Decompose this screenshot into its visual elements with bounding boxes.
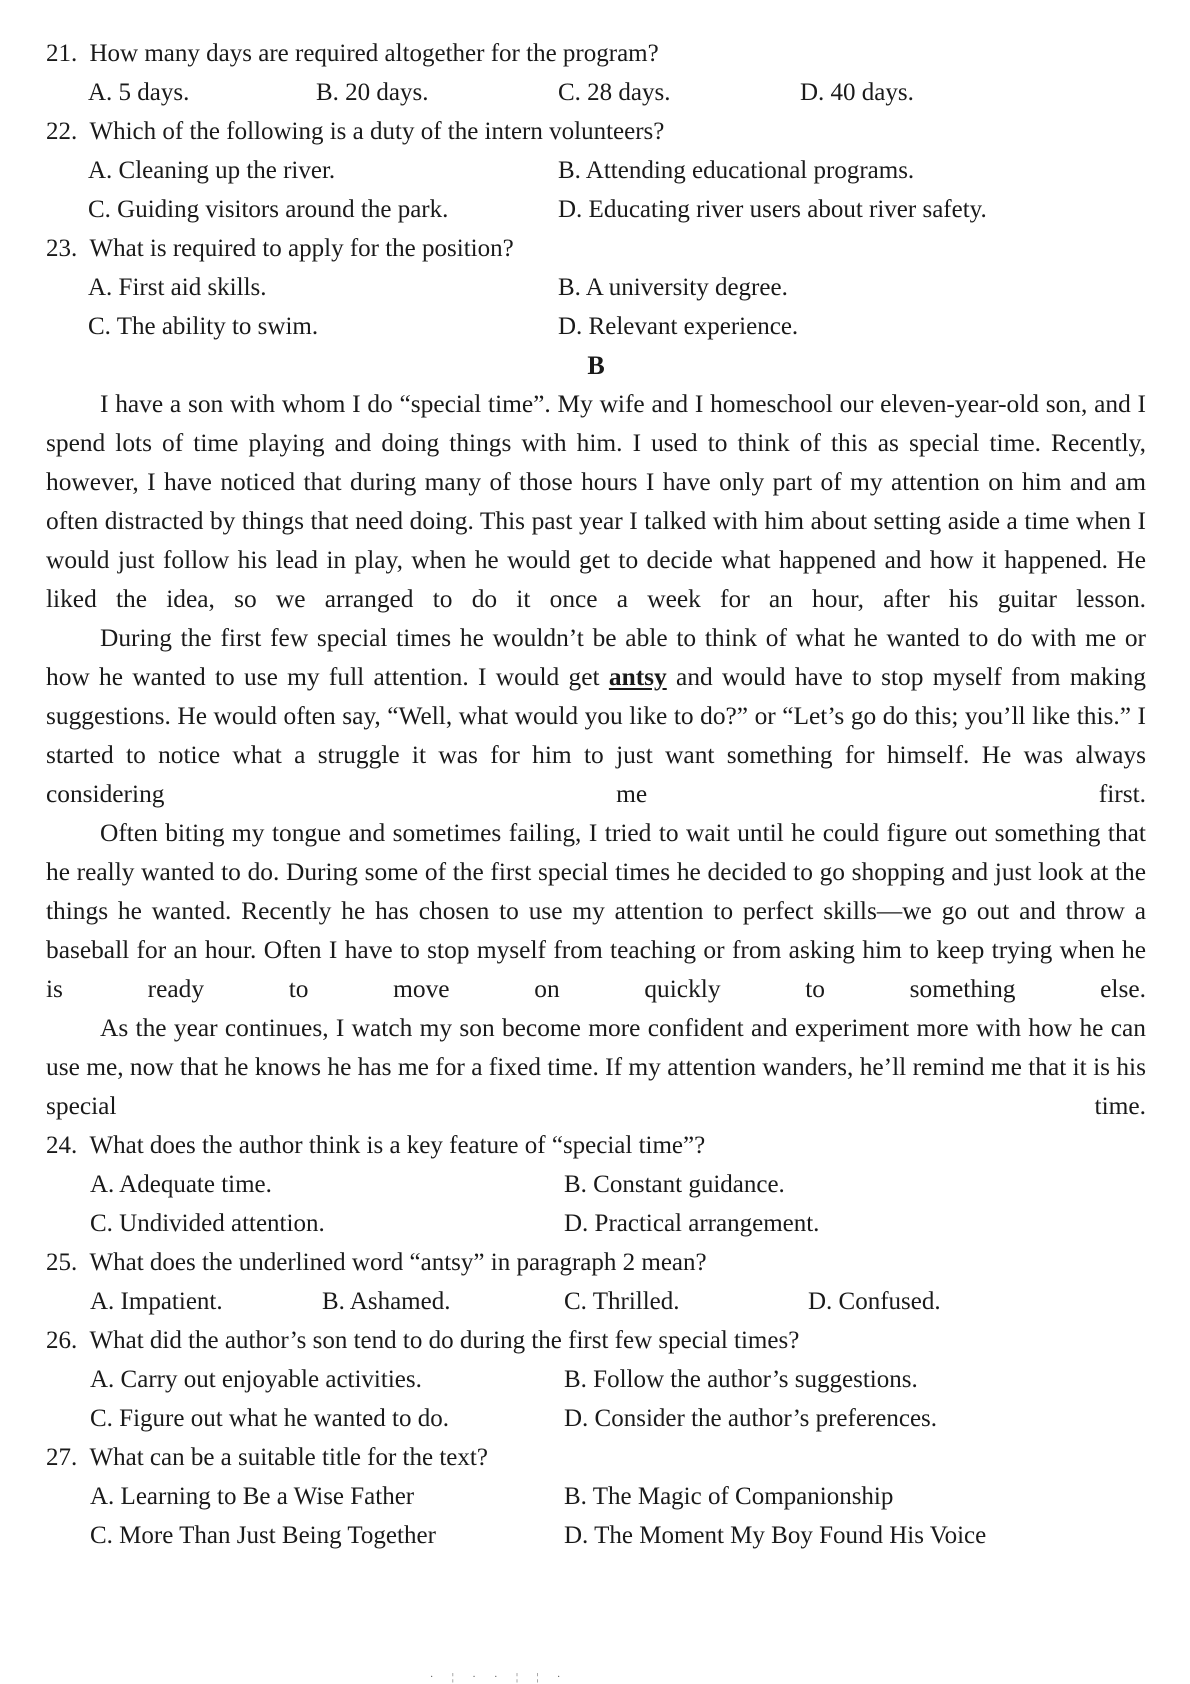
paragraph-3: Often biting my tongue and sometimes failing, I tried to wait until he could figure out something that he really wanted to do. During some of the first special times he decided to go shopping and just look at the things he wanted. Recently he has chosen to use my attention to perfect skills—we go out and throw a baseball for an hour. Often I have to stop myself from teaching or from asking him to keep trying when he is ready to move on quickly to something else. — [46, 819, 1146, 1003]
paragraph-2 — [46, 619, 1146, 814]
option-a[interactable]: A. First aid skills. — [88, 274, 267, 301]
options-row — [46, 151, 1146, 190]
question-stem: What does the underlined word “antsy” in paragraph 2 mean? — [89, 1249, 707, 1276]
option-d[interactable]: D. 40 days. — [800, 79, 914, 106]
scan-artifact-marks: · ¦ · · ¦ ¦ · — [430, 1672, 569, 1683]
option-c[interactable]: C. The ability to swim. — [88, 313, 319, 340]
question-number: 27. — [46, 1444, 78, 1471]
question-26 — [46, 1321, 1146, 1360]
question-27 — [46, 1438, 1146, 1477]
question-number: 24. — [46, 1132, 78, 1159]
option-b[interactable]: B. Ashamed. — [322, 1288, 451, 1315]
option-b[interactable]: B. Attending educational programs. — [558, 157, 915, 184]
option-c[interactable]: C. More Than Just Being Together — [90, 1522, 436, 1549]
paragraph-1: I have a son with whom I do “special time”. My wife and I homeschool our eleven-year-old son, and I spend lots of time playing and doing things with him. I used to think of this as special time. Recently, however, I have noticed that during many of those hours I have only part of my attention on him and am often distracted by things that need doing. This past year I talked with him about setting aside a time when I would just follow his lead in play, when he would get to decide what happened and how it happened. He liked the idea, so we arranged to do it once a week for an hour, after his guitar lesson. — [46, 390, 1146, 613]
option-d[interactable]: D. Practical arrangement. — [564, 1210, 820, 1237]
question-number: 25. — [46, 1249, 78, 1276]
option-b[interactable]: B. A university degree. — [558, 274, 788, 301]
option-d[interactable]: D. Educating river users about river safety. — [558, 196, 987, 223]
question-stem: What can be a suitable title for the text? — [89, 1444, 488, 1471]
options-row — [46, 190, 1146, 229]
question-number: 22. — [46, 118, 78, 145]
question-stem: What did the author’s son tend to do during the first few special times? — [89, 1327, 800, 1354]
option-b[interactable]: B. Constant guidance. — [564, 1171, 785, 1198]
question-25 — [46, 1243, 1146, 1282]
option-d[interactable]: D. The Moment My Boy Found His Voice — [564, 1522, 987, 1549]
options-row — [46, 1282, 1146, 1321]
option-c[interactable]: C. Undivided attention. — [90, 1210, 325, 1237]
option-d[interactable]: D. Confused. — [808, 1288, 941, 1315]
options-row — [46, 1399, 1146, 1438]
question-stem: Which of the following is a duty of the intern volunteers? — [89, 118, 665, 145]
question-23 — [46, 229, 1146, 268]
section-heading: B — [587, 351, 605, 380]
options-row — [46, 73, 1146, 112]
question-number: 23. — [46, 235, 78, 262]
question-22 — [46, 112, 1146, 151]
option-d[interactable]: D. Relevant experience. — [558, 313, 799, 340]
option-a[interactable]: A. Cleaning up the river. — [88, 157, 336, 184]
option-c[interactable]: C. Thrilled. — [564, 1288, 680, 1315]
paragraph-4: As the year continues, I watch my son become more confident and experiment more with how he can use me, now that he knows he has me for a fixed time. If my attention wanders, he’ll remind me that it is his special time. — [46, 1014, 1146, 1120]
option-d[interactable]: D. Consider the author’s preferences. — [564, 1405, 938, 1432]
option-b[interactable]: B. The Magic of Companionship — [564, 1483, 894, 1510]
question-24 — [46, 1126, 1146, 1165]
paragraph-2-text-a: During the first few special times he wouldn’t be able to think of what he wanted to do with me or how he wanted to use my full attention. I would get — [46, 624, 1146, 691]
options-row — [46, 307, 1146, 346]
question-number: 26. — [46, 1327, 78, 1354]
option-c[interactable]: C. 28 days. — [558, 79, 671, 106]
option-a[interactable]: A. Adequate time. — [90, 1171, 272, 1198]
question-stem: How many days are required altogether for the program? — [89, 40, 659, 67]
options-row — [46, 1204, 1146, 1243]
question-stem: What does the author think is a key feature of “special time”? — [89, 1132, 706, 1159]
options-row — [46, 1165, 1146, 1204]
paragraph-2-text-b: and would have to stop myself from making suggestions. He would often say, “Well, what would you like to do?” or “Let’s go do this; you’ll like this.” I started to notice what a struggle it was for him to just want something for himself. He was always considering me first. — [46, 663, 1147, 808]
option-b[interactable]: B. 20 days. — [316, 79, 429, 106]
exam-page — [46, 34, 1146, 1555]
question-21 — [46, 34, 1146, 73]
options-row — [46, 268, 1146, 307]
question-number: 21. — [46, 40, 78, 67]
options-row — [46, 1360, 1146, 1399]
options-row — [46, 1516, 1146, 1555]
passage — [46, 385, 1146, 1126]
option-a[interactable]: A. Learning to Be a Wise Father — [90, 1483, 415, 1510]
option-a[interactable]: A. 5 days. — [88, 79, 190, 106]
option-a[interactable]: A. Impatient. — [90, 1288, 223, 1315]
option-c[interactable]: C. Figure out what he wanted to do. — [90, 1405, 449, 1432]
option-a[interactable]: A. Carry out enjoyable activities. — [90, 1366, 422, 1393]
question-stem: What is required to apply for the position? — [89, 235, 514, 262]
underlined-word: antsy — [608, 663, 667, 691]
option-b[interactable]: B. Follow the author’s suggestions. — [564, 1366, 918, 1393]
options-row — [46, 1477, 1146, 1516]
option-c[interactable]: C. Guiding visitors around the park. — [88, 196, 449, 223]
